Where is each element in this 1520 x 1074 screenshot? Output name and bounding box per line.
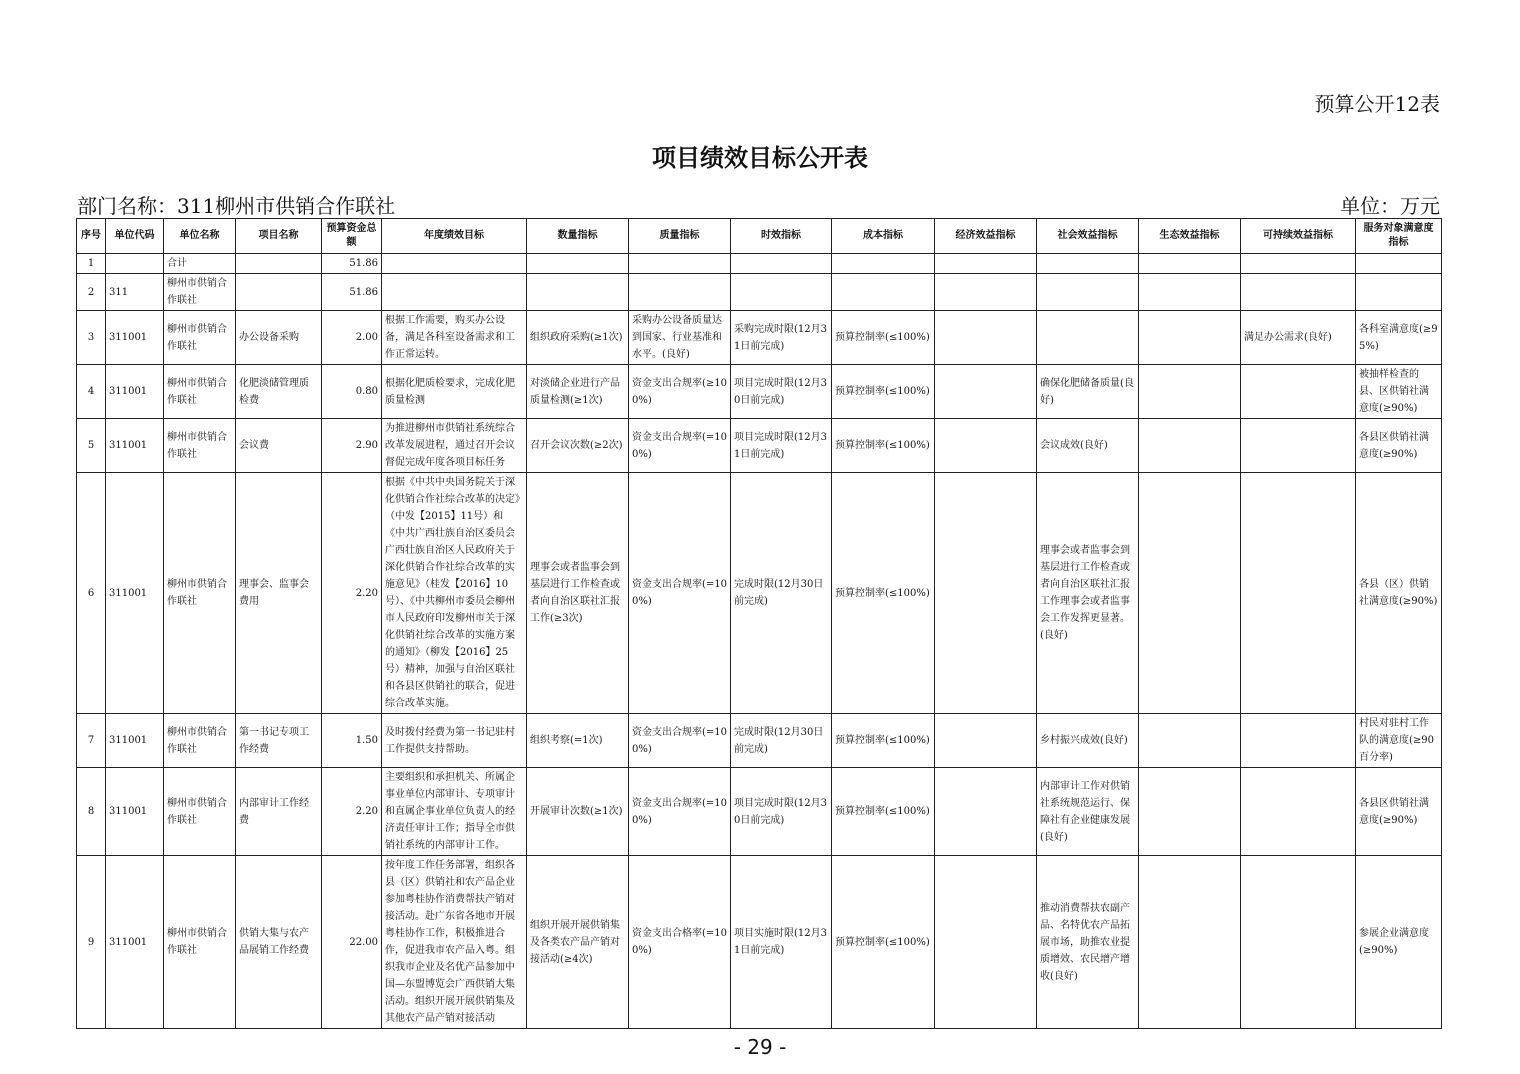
- table-cell: 理事会或者监事会到基层进行工作检查或者向自治区联社汇报工作(≥3次): [527, 473, 629, 714]
- table-cell: [1139, 856, 1241, 1029]
- table-cell: 2.90: [322, 419, 382, 473]
- department-name: 部门名称：311柳州市供销合作联社: [77, 194, 396, 218]
- table-cell: 会议费: [236, 419, 322, 473]
- table-cell: [1037, 274, 1139, 311]
- table-cell: [1139, 274, 1241, 311]
- table-cell: [935, 254, 1037, 274]
- table-cell: 满足办公需求(良好): [1241, 311, 1356, 365]
- table-cell: 组织考察(=1次): [527, 714, 629, 768]
- table-row: [77, 365, 1442, 419]
- table-cell: [832, 274, 935, 311]
- header-cell: 成本指标: [832, 219, 935, 254]
- table-cell: 311001: [106, 768, 164, 856]
- table-cell: 资金支出合规率(=100%): [629, 768, 731, 856]
- table-cell: 311001: [106, 311, 164, 365]
- table-cell: 预算控制率(≤100%): [832, 768, 935, 856]
- table-cell: [382, 254, 527, 274]
- table-cell: 组织政府采购(≥1次): [527, 311, 629, 365]
- table-cell: 柳州市供销合作联社: [164, 419, 236, 473]
- table-cell: 组织开展开展供销集及各类农产品产销对接活动(≥4次): [527, 856, 629, 1029]
- table-cell: [1241, 419, 1356, 473]
- table-cell: 各县区供销社满意度(≥90%): [1356, 768, 1442, 856]
- table-cell: 第一书记专项工作经费: [236, 714, 322, 768]
- table-cell: [935, 714, 1037, 768]
- table-cell: 预算控制率(≤100%): [832, 365, 935, 419]
- table-cell: 柳州市供销合作联社: [164, 856, 236, 1029]
- table-cell: 被抽样检查的县、区供销社满意度(≥90%): [1356, 365, 1442, 419]
- table-cell: 采购办公设备质量达到国家、行业基准和水平。(良好): [629, 311, 731, 365]
- table-cell: 乡村振兴成效(良好): [1037, 714, 1139, 768]
- table-cell: 柳州市供销合作联社: [164, 473, 236, 714]
- table-cell: [1139, 714, 1241, 768]
- table-cell: 为推进柳州市供销社系统综合改革发展进程，通过召开会议督促完成年度各项目标任务: [382, 419, 527, 473]
- table-cell: 及时拨付经费为第一书记驻村工作提供支持帮助。: [382, 714, 527, 768]
- table-cell: 资金支出合规率(=100%): [629, 714, 731, 768]
- table-cell: [1241, 473, 1356, 714]
- table-cell: 项目完成时限(12月30日前完成): [731, 365, 832, 419]
- table-cell: 柳州市供销合作联社: [164, 768, 236, 856]
- table-cell: 合计: [164, 254, 236, 274]
- table-row: [77, 473, 1442, 714]
- table-cell: [1241, 714, 1356, 768]
- table-cell: 按年度工作任务部署，组织各县（区）供销社和农产品企业参加粤桂协作消费帮扶产销对接活动。赴广东省各地市开展粤桂协作工作，积极推进合作，促进我市农产品入粤。组织我市企业及名优产品参加中国—东盟博览会广西供销大集活动。组织开展开展供销集及其他农产品产销对接活动: [382, 856, 527, 1029]
- table-cell: 项目完成时限(12月31日前完成): [731, 419, 832, 473]
- table-cell: 柳州市供销合作联社: [164, 274, 236, 311]
- table-cell: 0.80: [322, 365, 382, 419]
- table-cell: 各县区供销社满意度(≥90%): [1356, 419, 1442, 473]
- table-cell: 会议成效(良好): [1037, 419, 1139, 473]
- table-cell: [1241, 856, 1356, 1029]
- table-header-row: [77, 219, 1442, 254]
- table-cell: 4: [77, 365, 106, 419]
- table-cell: 1.50: [322, 714, 382, 768]
- table-cell: [935, 274, 1037, 311]
- table-cell: [935, 856, 1037, 1029]
- table-cell: [106, 254, 164, 274]
- table-cell: 2.20: [322, 768, 382, 856]
- table-cell: [527, 254, 629, 274]
- table-cell: 资金支出合规率(=100%): [629, 419, 731, 473]
- table-cell: 召开会议次数(≥2次): [527, 419, 629, 473]
- table-cell: 供销大集与农产品展销工作经费: [236, 856, 322, 1029]
- table-cell: [629, 254, 731, 274]
- table-cell: 311001: [106, 365, 164, 419]
- table-cell: 预算控制率(≤100%): [832, 714, 935, 768]
- table-body: [77, 254, 1442, 1029]
- table-cell: 根据化肥质检要求，完成化肥质量检测: [382, 365, 527, 419]
- performance-table: [76, 218, 1442, 1029]
- header-cell: 序号: [77, 219, 106, 254]
- table-cell: [629, 274, 731, 311]
- table-cell: 项目完成时限(12月30日前完成): [731, 768, 832, 856]
- table-cell: [1241, 365, 1356, 419]
- header-cell: 项目名称: [236, 219, 322, 254]
- table-cell: 1: [77, 254, 106, 274]
- table-cell: 内部审计工作经费: [236, 768, 322, 856]
- table-row: [77, 254, 1442, 274]
- table-cell: 开展审计次数(≥1次): [527, 768, 629, 856]
- table-cell: 理事会或者监事会到基层进行工作检查或者向自治区联社汇报工作理事会或者监事会工作发挥更显著。(良好): [1037, 473, 1139, 714]
- table-cell: 参展企业满意度(≥90%): [1356, 856, 1442, 1029]
- table-cell: [1241, 254, 1356, 274]
- table-cell: 资金支出合规率(≥100%): [629, 365, 731, 419]
- table-cell: 5: [77, 419, 106, 473]
- table-cell: [1139, 311, 1241, 365]
- table-cell: [1139, 254, 1241, 274]
- table-cell: 确保化肥储备质量(良好): [1037, 365, 1139, 419]
- header-cell: 社会效益指标: [1037, 219, 1139, 254]
- header-cell: 时效指标: [731, 219, 832, 254]
- table-cell: 根据《中共中央国务院关于深化供销合作社综合改革的决定》（中发【2015】11号）和《中共广西壮族自治区委员会广西壮族自治区人民政府关于深化供销合作社综合改革的实施意见》（桂发【2016】10号）、《中共柳州市委员会柳州市人民政府印发柳州市关于深化供销社综合改革的实施方案的通知》（柳发【2016】25号）精神，加强与自治区联社和各县区供销社的联合，促进综合改革实施。: [382, 473, 527, 714]
- table-row: [77, 419, 1442, 473]
- header-cell: 单位名称: [164, 219, 236, 254]
- table-cell: 3: [77, 311, 106, 365]
- header-cell: 生态效益指标: [1139, 219, 1241, 254]
- table-cell: 各县（区）供销社满意度(≥90%): [1356, 473, 1442, 714]
- table-cell: 8: [77, 768, 106, 856]
- table-cell: 完成时限(12月30日前完成): [731, 473, 832, 714]
- table-cell: 预算控制率(≤100%): [832, 473, 935, 714]
- table-cell: 311001: [106, 473, 164, 714]
- table-cell: 内部审计工作对供销社系统规范运行、保障社有企业健康发展(良好): [1037, 768, 1139, 856]
- table-cell: [1356, 254, 1442, 274]
- table-cell: [935, 311, 1037, 365]
- table-cell: [1139, 365, 1241, 419]
- table-cell: 51.86: [322, 254, 382, 274]
- table-cell: [832, 254, 935, 274]
- header-cell: 年度绩效目标: [382, 219, 527, 254]
- table-cell: [1139, 419, 1241, 473]
- table-cell: 办公设备采购: [236, 311, 322, 365]
- form-number: 预算公开12表: [1314, 92, 1440, 116]
- header-cell: 服务对象满意度指标: [1356, 219, 1442, 254]
- table-cell: 推动消费帮扶农副产品、名特优农产品拓展市场，助推农业提质增效、农民增产增收(良好): [1037, 856, 1139, 1029]
- table-cell: 6: [77, 473, 106, 714]
- table-cell: 311001: [106, 419, 164, 473]
- table-cell: 主要组织和承担机关、所属企事业单位内部审计、专项审计和直属企事业单位负责人的经济责任审计工作；指导全市供销社系统的内部审计工作。: [382, 768, 527, 856]
- header-cell: 可持续效益指标: [1241, 219, 1356, 254]
- table-row: [77, 311, 1442, 365]
- table-cell: 化肥淡储管理质检费: [236, 365, 322, 419]
- page-number: - 29 -: [733, 1035, 787, 1059]
- table-cell: 资金支出合格率(=100%): [629, 856, 731, 1029]
- table-cell: 柳州市供销合作联社: [164, 365, 236, 419]
- table-cell: 311: [106, 274, 164, 311]
- header-cell: 质量指标: [629, 219, 731, 254]
- table-cell: 预算控制率(≤100%): [832, 856, 935, 1029]
- table-cell: [935, 473, 1037, 714]
- table-cell: [1037, 311, 1139, 365]
- table-cell: [731, 274, 832, 311]
- table-cell: 资金支出合规率(=100%): [629, 473, 731, 714]
- table-cell: 柳州市供销合作联社: [164, 714, 236, 768]
- table-cell: [382, 274, 527, 311]
- table-cell: 311001: [106, 714, 164, 768]
- table-cell: [731, 254, 832, 274]
- header-cell: 数量指标: [527, 219, 629, 254]
- table-cell: [1139, 473, 1241, 714]
- table-cell: 9: [77, 856, 106, 1029]
- table-cell: 柳州市供销合作联社: [164, 311, 236, 365]
- page-title: 项目绩效目标公开表: [652, 143, 868, 172]
- table-row: [77, 768, 1442, 856]
- table-row: [77, 856, 1442, 1029]
- table-cell: 各科室满意度(≥95%): [1356, 311, 1442, 365]
- table-cell: [1241, 768, 1356, 856]
- table-cell: [1356, 274, 1442, 311]
- table-cell: 2: [77, 274, 106, 311]
- table-cell: [1037, 254, 1139, 274]
- table-cell: 根据工作需要，购买办公设备，满足各科室设备需求和工作正常运转。: [382, 311, 527, 365]
- table-cell: 村民对驻村工作队的满意度(≥90百分率): [1356, 714, 1442, 768]
- table-row: [77, 714, 1442, 768]
- table-cell: 预算控制率(≤100%): [832, 311, 935, 365]
- table-cell: [236, 254, 322, 274]
- header-cell: 单位代码: [106, 219, 164, 254]
- table-cell: [935, 768, 1037, 856]
- header-cell: 预算资金总额: [322, 219, 382, 254]
- table-cell: [236, 274, 322, 311]
- table-cell: 2.00: [322, 311, 382, 365]
- table-cell: 对淡储企业进行产品质量检测(≥1次): [527, 365, 629, 419]
- table-row: [77, 274, 1442, 311]
- table-cell: [1139, 768, 1241, 856]
- table-cell: [527, 274, 629, 311]
- table-cell: 22.00: [322, 856, 382, 1029]
- header-cell: 经济效益指标: [935, 219, 1037, 254]
- table-cell: 完成时限(12月30日前完成): [731, 714, 832, 768]
- table-cell: [1241, 274, 1356, 311]
- table-cell: 理事会、监事会费用: [236, 473, 322, 714]
- table-cell: 2.20: [322, 473, 382, 714]
- table-cell: 采购完成时限(12月31日前完成): [731, 311, 832, 365]
- table-cell: [935, 365, 1037, 419]
- table-cell: 预算控制率(≤100%): [832, 419, 935, 473]
- currency-unit: 单位：万元: [1340, 194, 1440, 218]
- table-cell: [935, 419, 1037, 473]
- table-cell: 51.86: [322, 274, 382, 311]
- table-cell: 7: [77, 714, 106, 768]
- table-cell: 311001: [106, 856, 164, 1029]
- table-cell: 项目实施时限(12月31日前完成): [731, 856, 832, 1029]
